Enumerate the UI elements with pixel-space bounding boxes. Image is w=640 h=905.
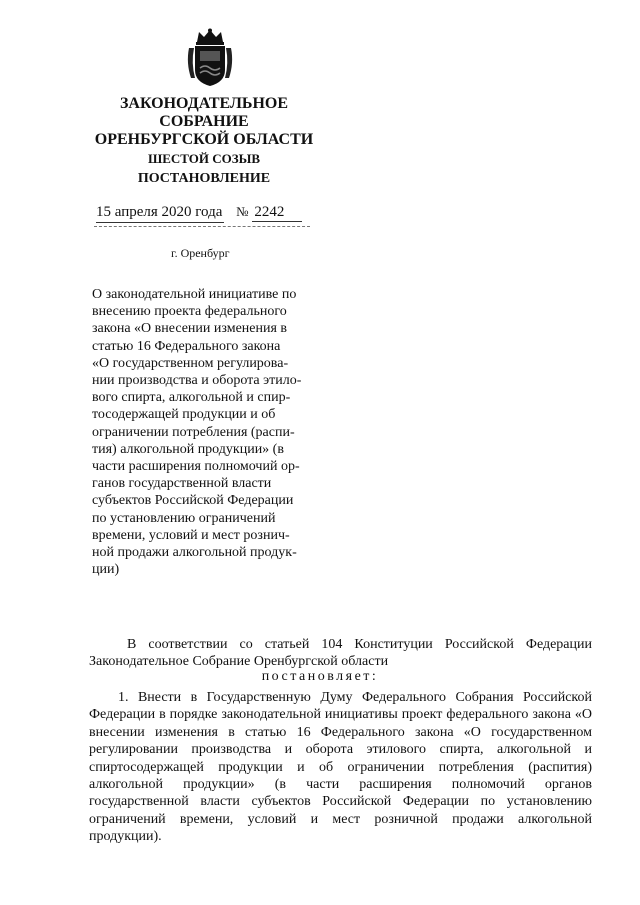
subject-line: закона «О внесении изменения в [92,321,288,337]
subject-line: ганов государственной власти [92,476,272,492]
divider [94,226,310,227]
org-line-1: ЗАКОНОДАТЕЛЬНОЕ [119,95,289,112]
subject-line: «О государственном регулирова- [92,355,289,371]
subject-line: ной продажи алкогольной продук- [92,545,297,561]
subject-line: вого спирта, алкогольной и спир- [92,390,291,406]
subject-line: времени, условий и мест рознич- [92,527,290,543]
date-number-row [96,204,302,223]
document-number: 2242 [252,204,302,222]
document-subject [92,286,321,578]
subject-line: по установлению ограничений [92,510,276,526]
subject-line: тия) алкогольной продукции» (в [92,441,284,457]
subject-line: ции) [92,562,120,578]
subject-line: внесению проекта федерального [92,304,287,320]
subject-line: статью 16 Федерального закона [92,338,281,354]
subject-line: ограничении потребления (распи- [92,424,295,440]
subject-line: О законодательной инициативе по [92,287,297,302]
city: г. Оренбург [171,246,230,260]
preamble-paragraph: В соответствии со статьей 104 Конституции Российской Федерации Законодательное Собрание Оренбургской области [89,637,592,670]
organization-name [54,95,354,149]
subject-line: нии производства и оборота этило- [92,373,302,389]
document-type: ПОСТАНОВЛЕНИЕ [137,171,271,186]
subject-line: тосодержащей продукции и об [92,407,276,423]
item-1-paragraph: 1. Внести в Государственную Думу Федерального Собрания Российской Федерации в порядке законодательной инициативы проект федерального закона «О внесении изменения в статью 16 Федерального закона «О государственном регулировании производства и оборота этилового спирта, алкогольной и спиртосодержащей продукции и об ограничении потребления (распития) алкогольной продукции» (в части расширения полномочий органов государственной власти субъектов Российской Федерации по установлению ограничений времени, условий и мест розничной продажи алкогольной продукции). [89,690,592,845]
subject-line: субъектов Российской Федерации [92,493,294,509]
convocation: ШЕСТОЙ СОЗЫВ [147,151,261,166]
org-line-3: ОРЕНБУРГСКОЙ ОБЛАСТИ [94,131,314,148]
subject-line: части расширения полномочий ор- [92,459,300,475]
org-line-2: СОБРАНИЕ [159,113,249,130]
document-date: 15 апреля 2020 года [96,204,224,223]
orenburg-coat-of-arms-icon [185,28,235,88]
resolves-heading: постановляет: [261,669,379,684]
number-sign: № [236,204,249,219]
